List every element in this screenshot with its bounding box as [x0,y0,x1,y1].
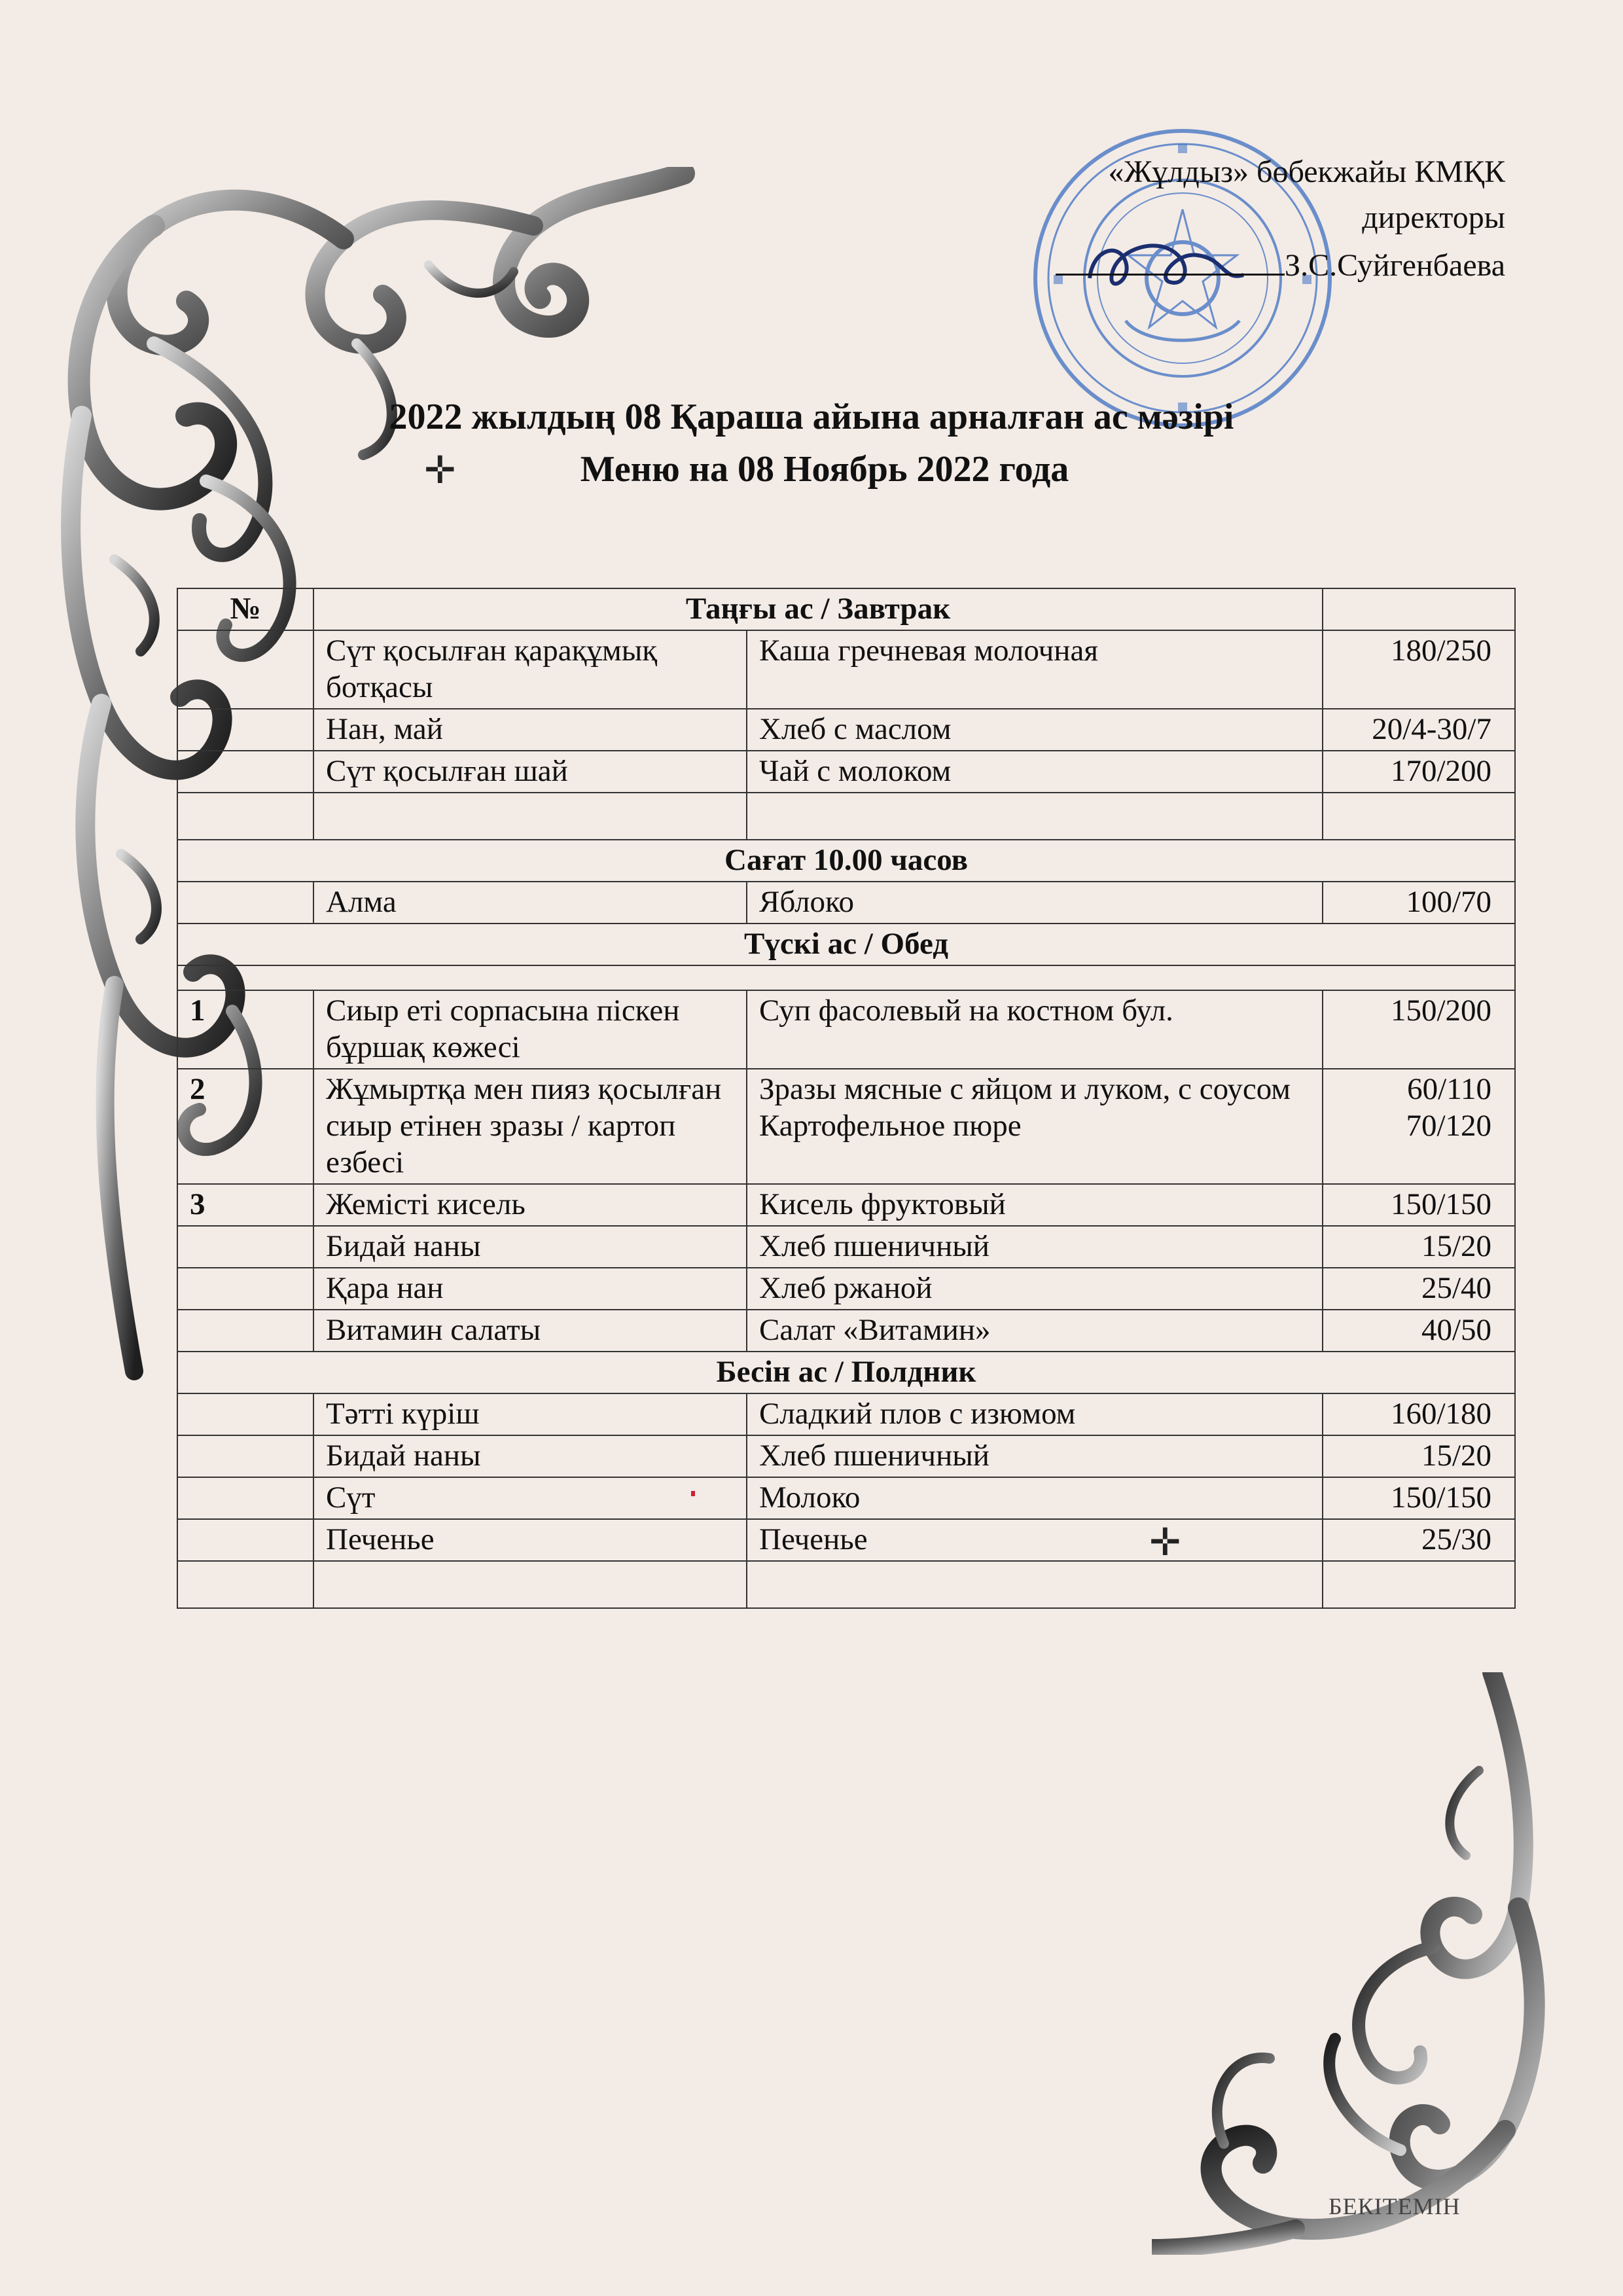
table-row [177,709,1515,751]
section-row [177,924,1515,965]
item-number [177,1393,313,1435]
signature-line [1056,241,1285,276]
table-row [177,1477,1515,1519]
table-row [177,882,1515,924]
item-portion: 60/110 70/120 [1323,1069,1515,1184]
table-row [177,630,1515,709]
item-name-kazakh: Бидай наны [313,1226,747,1268]
item-name-kazakh: Сүт қосылған қарақұмық ботқасы [313,630,747,709]
item-name-russian: Яблоко [747,882,1323,924]
empty-row [177,793,1515,840]
item-portion: 15/20 [1323,1226,1515,1268]
item-name-kazakh: Витамин салаты [313,1310,747,1352]
item-number [177,1268,313,1310]
item-portion: 25/40 [1323,1268,1515,1310]
table-row [177,1519,1515,1561]
item-name-russian: Салат «Витамин» [747,1310,1323,1352]
item-name-kazakh: Печенье [313,1519,747,1561]
header-number: № [177,588,313,630]
item-name-kazakh: Сиыр еті сорпасына піскен бұршақ көжесі [313,990,747,1069]
table-row [177,1069,1515,1184]
item-name-russian: Каша гречневая молочная [747,630,1323,709]
item-name-russian: Чай с молоком [747,751,1323,793]
item-number [177,1477,313,1519]
section-row [177,1352,1515,1393]
cross-mark-icon: ✛ [1149,1521,1181,1564]
item-portion: 150/150 [1323,1184,1515,1226]
item-portion: 180/250 [1323,630,1515,709]
item-name-russian: Зразы мясные с яйцом и луком, с соусом Картофельное пюре [747,1069,1323,1184]
table-row [177,1310,1515,1352]
item-name-kazakh: Қара нан [313,1268,747,1310]
item-number [177,630,313,709]
item-name-russian: Суп фасолевый на костном бул. [747,990,1323,1069]
approval-position: директоры [1362,200,1505,235]
item-name-russian: Хлеб пшеничный [747,1226,1323,1268]
item-portion: 40/50 [1323,1310,1515,1352]
table-row [177,1268,1515,1310]
breakfast-section [177,630,1515,793]
item-number [177,1519,313,1561]
item-name-russian: Молоко [747,1477,1323,1519]
lunch-section [177,990,1515,1352]
table-header-row [177,588,1515,630]
lunch-title: Түскі ас / Обед [177,924,1515,965]
item-name-kazakh: Сүт [313,1477,747,1519]
afternoon-section [177,1393,1515,1564]
item-name-russian: Хлеб с маслом [747,709,1323,751]
menu-title-russian: Меню на 08 Ноябрь 2022 года [580,449,1069,490]
item-portion: 20/4-30/7 [1323,709,1515,751]
table-row [177,1184,1515,1226]
table-row [177,1393,1515,1435]
approval-block [1056,149,1505,289]
menu-table [177,588,1516,1609]
header-breakfast: Таңғы ас / Завтрак [313,588,1323,630]
item-name-kazakh: Нан, май [313,709,747,751]
item-name-kazakh: Сүт қосылған шай [313,751,747,793]
item-name-russian: Сладкий плов с изюмом [747,1393,1323,1435]
item-name-kazakh: Алма [313,882,747,924]
item-number [177,1226,313,1268]
snack-title: Сағат 10.00 часов [177,840,1515,882]
item-number [177,1310,313,1352]
cross-mark-icon: ✛ [424,449,456,492]
item-name-russian: Кисель фруктовый [747,1184,1323,1226]
item-number [177,751,313,793]
empty-row [177,1561,1515,1608]
table-row [177,1226,1515,1268]
item-number: 1 [177,990,313,1069]
item-portion: 25/30 [1323,1519,1515,1561]
item-name-kazakh: Жемісті кисель [313,1184,747,1226]
section-row [177,840,1515,882]
table-row [177,1435,1515,1477]
item-name-russian: Хлеб ржаной [747,1268,1323,1310]
item-name-kazakh: Жұмыртқа мен пияз қосылған сиыр етінен зразы / картоп езбесі [313,1069,747,1184]
corner-ornament-bottom-right [1152,1672,1571,2255]
item-name-russian: Хлеб пшеничный [747,1435,1323,1477]
spacer-row [177,965,1515,990]
item-name-kazakh: Бидай наны [313,1435,747,1477]
approval-signature-row [1056,241,1505,289]
item-number [177,709,313,751]
snack-section [177,882,1515,924]
approval-name: З.С.Суйгенбаева [1285,248,1505,283]
header-portion [1323,588,1515,630]
item-portion: 150/200 [1323,990,1515,1069]
item-number: 3 [177,1184,313,1226]
item-name-russian: Печенье [747,1519,1323,1561]
footer-approve-label: БЕКІТЕМІН [1329,2193,1461,2219]
afternoon-title: Бесін ас / Полдник [177,1352,1515,1393]
item-number [177,1435,313,1477]
approval-org: «Жұлдыз» бөбекжайы КМҚК [1108,154,1505,189]
item-portion: 160/180 [1323,1393,1515,1435]
item-portion: 170/200 [1323,751,1515,793]
item-name-kazakh: Тәтті күріш [313,1393,747,1435]
item-portion: 150/150 [1323,1477,1515,1519]
item-portion: 100/70 [1323,882,1515,924]
item-number: 2 [177,1069,313,1184]
menu-title-kazakh: 2022 жылдың 08 Қараша айына арналған ас мәзірі [389,397,1234,437]
table-row [177,990,1515,1069]
item-number [177,882,313,924]
item-portion: 15/20 [1323,1435,1515,1477]
table-row [177,751,1515,793]
